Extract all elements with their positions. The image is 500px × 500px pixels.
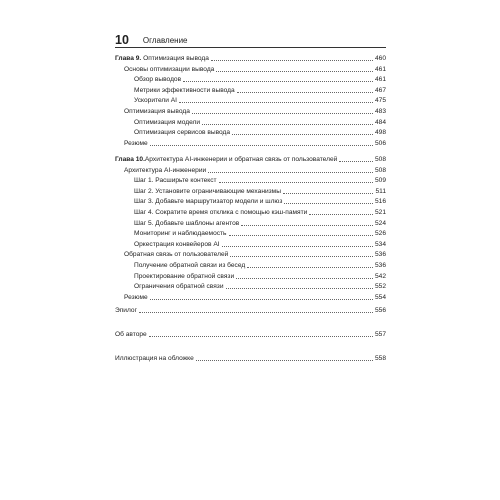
dot-leader [236,278,373,279]
toc-entry [115,94,386,105]
toc-entry-text: Оркестрация конвейеров AI [134,240,220,248]
toc-entry-text: Шаг 2. Установите ограничивающие механизмы [134,187,281,195]
toc-entry [115,227,386,238]
toc-entry [115,291,386,302]
toc-entry [115,280,386,291]
toc-entry [115,248,386,259]
dot-leader [232,134,373,135]
toc-page-number: 511 [375,187,386,195]
dot-leader [222,246,373,247]
page-number: 10 [115,33,129,47]
toc-page-number: 524 [374,219,386,227]
toc-page-number: 516 [374,198,386,206]
toc-entry [115,352,386,363]
toc-page-number: 484 [374,118,386,126]
toc-entry [115,116,386,127]
toc-entry-text: Иллюстрация на обложке [115,354,194,362]
toc-page-number: 558 [374,354,386,362]
dot-leader [216,71,373,72]
dot-leader [149,336,373,337]
dot-leader [196,360,373,361]
dot-leader [208,172,373,173]
toc-page-number: 498 [374,129,386,137]
toc-entry [115,206,386,217]
toc-page-number: 542 [374,272,386,280]
toc-entry-text: Шаг 3. Добавьте маршрутизатор модели и шлюз [134,198,283,206]
toc-page-number: 467 [374,86,386,94]
toc-entry-text: Шаг 4. Сократите время отклика с помощью кэш-памяти [134,208,308,216]
dot-leader [192,113,373,114]
toc-page-number: 536 [374,261,386,269]
toc-entry [115,174,386,185]
toc-entry [115,84,386,95]
toc-entry [115,270,386,281]
dot-leader [179,102,373,103]
toc-entry-text: Резюме [124,293,148,301]
dot-leader [237,92,373,93]
toc-entry [115,259,386,270]
toc-entry [115,126,386,137]
toc-entry [115,304,386,315]
toc-entry [115,238,386,249]
toc-entry-text: Шаг 1. Расширьте контекст [134,177,217,185]
toc-entry [115,63,386,74]
toc-entry-text: Оптимизация модели [134,118,201,126]
toc-page-number: 556 [374,307,386,315]
toc-entry [115,195,386,206]
toc-entry-title [115,331,147,339]
dot-leader [183,81,373,82]
dot-leader [150,145,373,146]
dot-leader [309,214,373,215]
toc-entry [115,137,386,148]
dot-leader [247,267,373,268]
toc-entry [115,164,386,175]
toc-entry [115,105,386,116]
dot-leader [219,182,373,183]
toc-page-number: 509 [374,177,386,185]
toc-entry-title [115,307,137,315]
toc-page-number: 526 [374,230,386,238]
toc-page-number: 508 [374,166,386,174]
dot-leader [230,256,373,257]
toc-page-number: 475 [374,97,386,105]
toc-page-number: 483 [374,108,386,115]
dot-leader [284,203,373,204]
toc-entry-text: Основы оптимизации вывода [124,65,215,73]
dot-leader [339,161,373,162]
toc-entry-text: Резюме [124,139,148,147]
toc-page-number: 534 [374,240,386,248]
toc-page-number: 552 [374,283,386,291]
dot-leader [202,124,373,125]
toc-entry-text: Шаг 5. Добавьте шаблоны агентов [134,219,240,227]
toc-chapter-label: Глава 9. [115,55,142,62]
toc-entry-text: Обратная связь от пользователей [124,251,229,259]
toc-entry [115,185,386,196]
toc-entry [115,73,386,84]
toc-entry-text: Обзор выводов [134,76,182,84]
toc-page-number: 461 [374,65,386,73]
toc-entry-text: Получение обратной связи из бесед [134,261,246,269]
toc-entry-title [115,355,194,363]
toc-page-number: 506 [374,139,386,147]
toc-entry-title [124,294,148,302]
dot-leader [283,193,374,194]
toc-entry-text: Архитектура AI-инженерии и обратная связь от пользователей [144,155,338,163]
toc-entry-text: Оптимизация вывода [141,55,209,62]
toc-page-number: 508 [374,155,386,163]
dot-leader [241,225,373,226]
toc-chapter-label: Глава 10. [115,155,145,163]
toc-page-number: 521 [374,208,386,216]
toc-entry-text: Эпилог [115,307,137,315]
dot-leader [150,299,373,300]
dot-leader [211,60,373,61]
toc-page-number: 536 [374,251,386,259]
book-page [115,28,386,362]
dot-leader [226,288,373,289]
dot-leader [229,235,373,236]
dot-leader [139,312,373,313]
toc-entry-title [124,140,148,148]
toc-entry [115,52,386,63]
toc-entry-text: Ускорители AI [134,97,178,105]
running-title: Оглавление [142,36,188,45]
toc-entry-text: Проектирование обратной связи [134,272,235,280]
toc-page-number: 554 [374,293,386,301]
toc-entry-text: Ограничения обратной связи [134,283,224,291]
toc-entry-text: Об авторе [115,330,147,338]
toc-entry-text: Метрики эффективности вывода [134,86,235,94]
toc-entry-text: Оптимизация вывода [124,108,190,115]
toc-entry-text: Мониторинг и наблюдаемость [134,230,227,238]
toc-page-number: 461 [374,76,386,84]
toc-entry [115,328,386,339]
toc-entry-text: Архитектура AI-инженерии [124,166,207,174]
toc-entry-text: Оптимизация сервисов вывода [134,129,231,137]
toc-page-number: 557 [374,330,386,338]
toc-entry [115,217,386,228]
toc-page-number: 460 [374,55,386,62]
toc-entry [115,153,386,164]
page-header [115,28,386,48]
